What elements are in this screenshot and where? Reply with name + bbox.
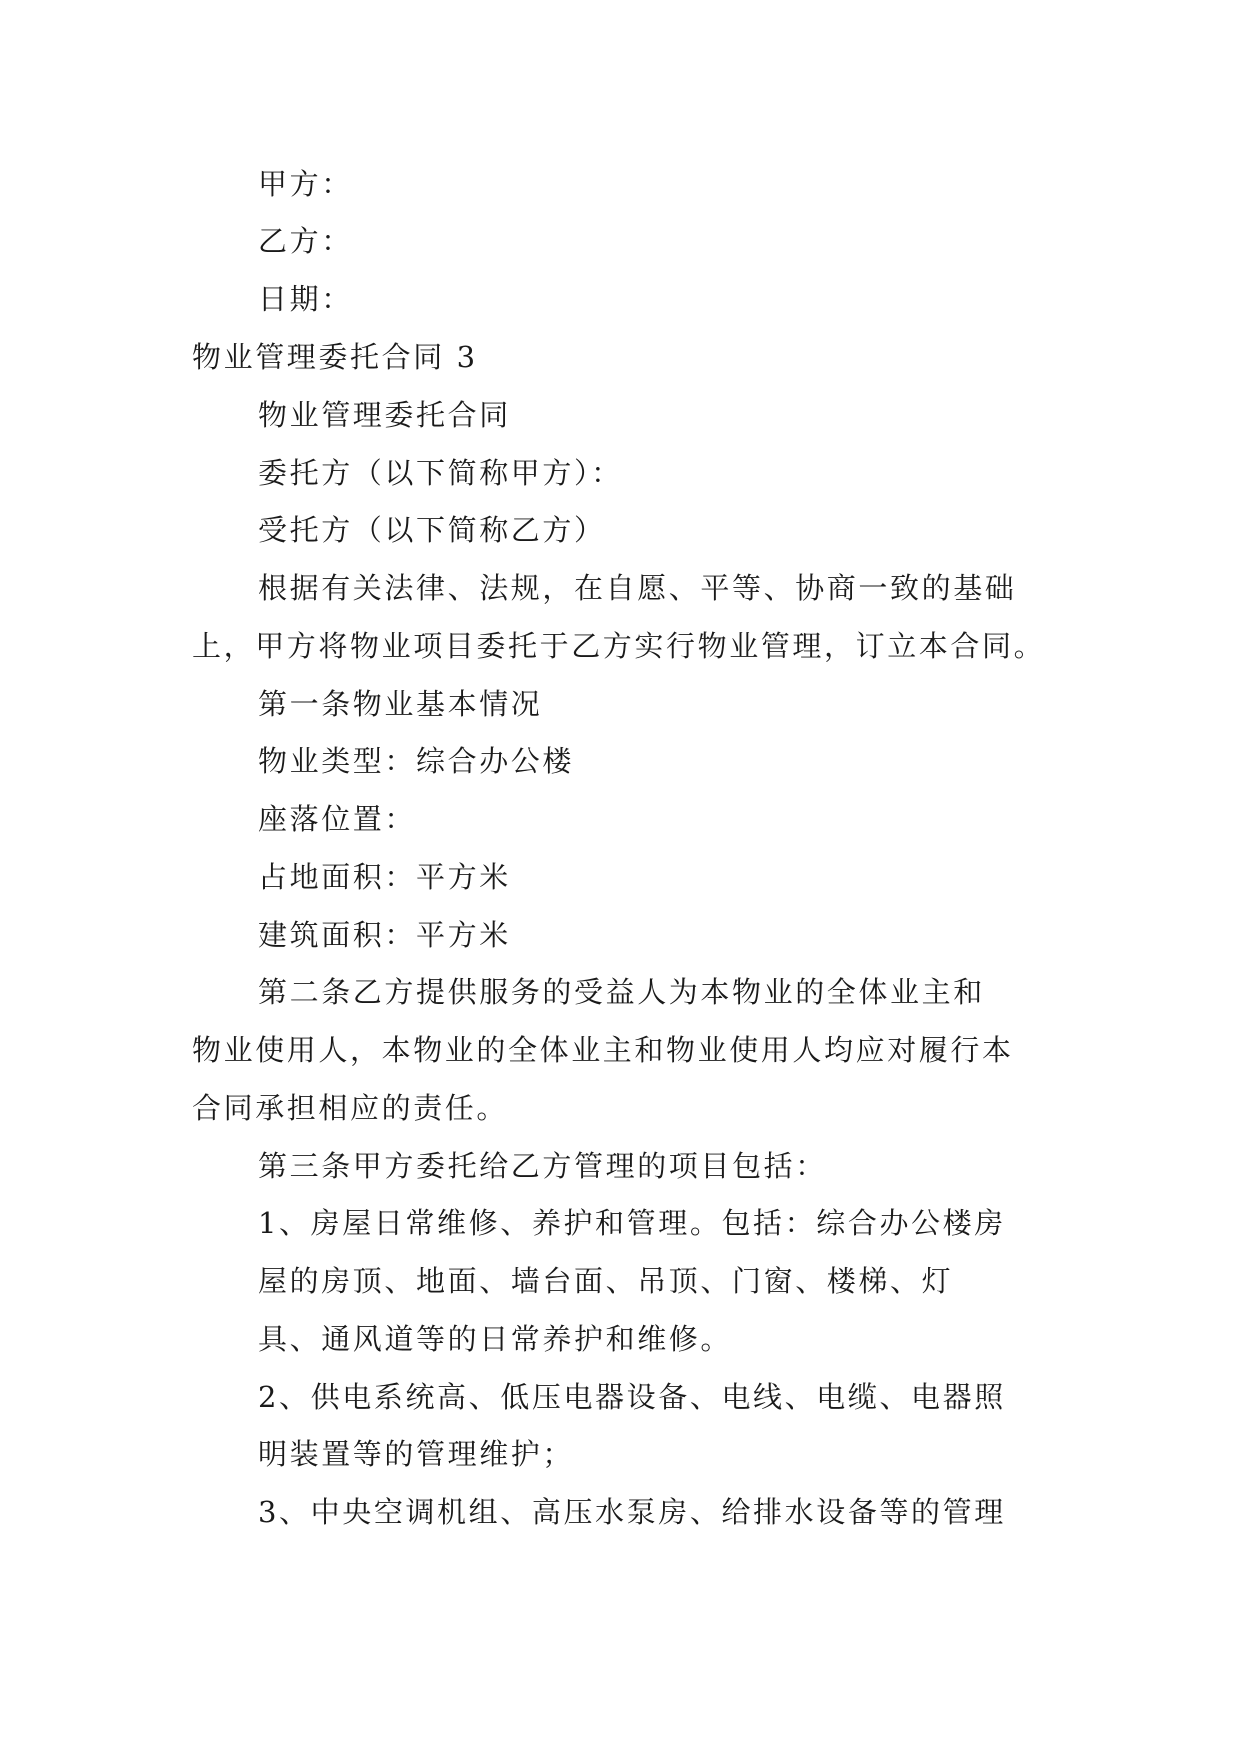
article-3-item-3-line-1: 3、中央空调机组、高压水泵房、给排水设备等的管理 <box>258 1495 1006 1529</box>
property-type: 物业类型：综合办公楼 <box>258 744 575 778</box>
client-line: 委托方（以下简称甲方）： <box>258 456 623 490</box>
party-a-label: 甲方： <box>258 167 353 201</box>
article-2-line-1: 第二条乙方提供服务的受益人为本物业的全体业主和 <box>258 975 985 1009</box>
date-label: 日期： <box>258 282 353 316</box>
preamble-line-2: 上，甲方将物业项目委托于乙方实行物业管理，订立本合同。 <box>192 629 1046 663</box>
property-location: 座落位置： <box>258 802 417 836</box>
article-3-heading: 第三条甲方委托给乙方管理的项目包括： <box>258 1149 827 1183</box>
contract-title: 物业管理委托合同 <box>258 398 511 432</box>
article-3-item-1-line-2: 屋的房顶、地面、墙台面、吊顶、门窗、楼梯、灯 <box>258 1264 954 1298</box>
article-3-item-2-line-1: 2、供电系统高、低压电器设备、电线、电缆、电器照 <box>258 1380 1006 1414</box>
party-b-label: 乙方： <box>258 224 353 258</box>
article-1-heading: 第一条物业基本情况 <box>258 687 543 721</box>
article-2-line-3: 合同承担相应的责任。 <box>192 1091 509 1125</box>
article-3-item-1-line-1: 1、房屋日常维修、养护和管理。包括：综合办公楼房 <box>258 1206 1006 1240</box>
article-3-item-2-line-2: 明装置等的管理维护； <box>258 1437 575 1471</box>
article-2-line-2: 物业使用人，本物业的全体业主和物业使用人均应对履行本 <box>192 1033 1014 1067</box>
article-3-item-1-line-3: 具、通风道等的日常养护和维修。 <box>258 1322 733 1356</box>
preamble-line-1: 根据有关法律、法规，在自愿、平等、协商一致的基础 <box>258 571 1017 605</box>
section-heading: 物业管理委托合同 3 <box>192 340 478 374</box>
building-area: 建筑面积：平方米 <box>258 918 511 952</box>
contractor-line: 受托方（以下简称乙方） <box>258 513 606 547</box>
land-area: 占地面积：平方米 <box>258 860 511 894</box>
